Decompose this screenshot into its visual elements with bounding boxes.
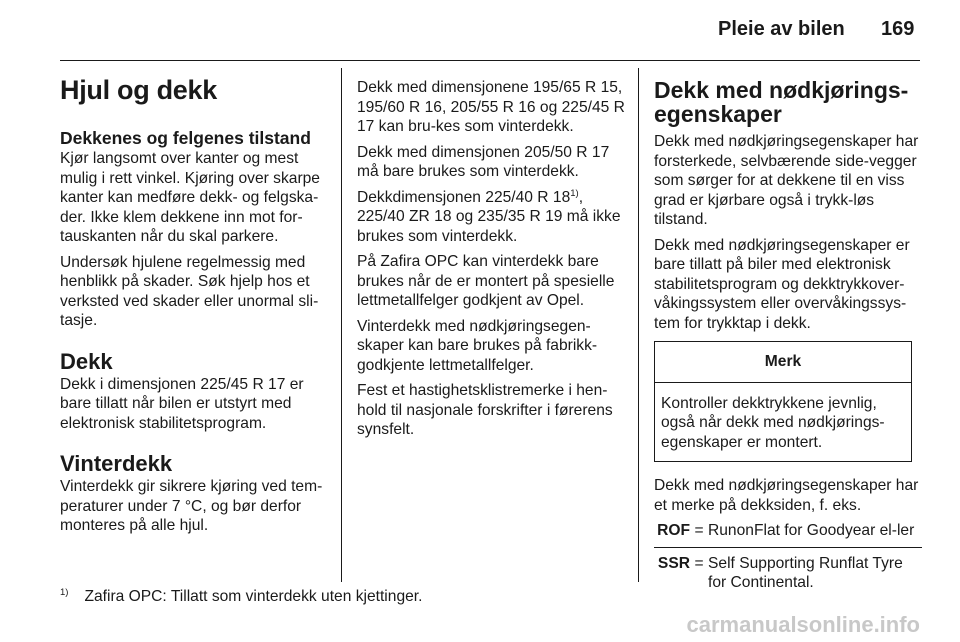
paragraph: Kjør langsomt over kanter og mest mulig i rett vinkel. Kjøring over skarpe kanter kan medføre dekk- og felgska-der. Ikke klem dekkene inn mot for-tauskanten når du skal parkere. <box>60 150 320 245</box>
note-title: Merk <box>655 342 911 383</box>
note-box <box>654 341 912 462</box>
paragraph: Dekk med dimensjonen 205/50 R 17 må bare brukes som vinterdekk. <box>357 143 610 180</box>
page-number: 169 <box>881 18 915 40</box>
column-left <box>60 74 328 542</box>
paragraph: Dekk med dimensjonene 195/65 R 15, 195/60 R 16, 205/55 R 16 og 225/45 R 17 kan bru-kes som vinterdekk. <box>357 79 625 135</box>
paragraph-text: Dekkdimensjonen 225/40 R 18 <box>357 188 571 206</box>
footnote-mark: 1) <box>60 587 69 598</box>
column-right <box>654 78 922 593</box>
section-title-wheels-tyres: Hjul og dekk <box>60 75 217 105</box>
paragraph: Fest et hastighetsklistremerke i hen-hold til nasjonale forskrifter i førerens synsfelt. <box>357 382 613 438</box>
abbreviation-separator: = <box>694 522 704 539</box>
footnote-ref: 1) <box>570 187 579 199</box>
column-divider <box>638 68 639 582</box>
footnote <box>60 588 422 606</box>
abbreviation-divider <box>654 547 922 548</box>
column-divider <box>341 68 342 582</box>
abbreviation-term: SSR <box>657 554 690 572</box>
heading-tyres: Dekk <box>60 348 113 374</box>
column-middle <box>357 78 625 446</box>
paragraph-text: , 225/40 ZR 18 og 235/35 R 19 må ikke brukes som vinterdekk. <box>357 188 621 245</box>
paragraph: Dekk med nødkjøringsegenskaper har forsterkede, selvbærende side-vegger som sørger for at dekkene til en viss grad er kjørbare også i trykk-løs tilstand. <box>654 133 919 228</box>
header-title: Pleie av bilen <box>718 18 845 40</box>
abbreviation-separator: = <box>694 554 704 572</box>
heading-tyre-rim-condition: Dekkenes og felgenes tilstand <box>60 128 311 148</box>
paragraph: På Zafira OPC kan vinterdekk bare brukes når de er montert på spesielle lettmetallfelger godkjent av Opel. <box>357 253 615 309</box>
abbreviation-term: ROF <box>657 522 690 539</box>
footnote-text: Zafira OPC: Tillatt som vinterdekk uten kjettinger. <box>84 588 423 605</box>
paragraph: Dekk i dimensjonen 225/45 R 17 er bare tillatt når bilen er utstyrt med elektronisk stabilitetsprogram. <box>60 375 304 432</box>
heading-runflat-tyres: Dekk med nødkjørings-egenskaper <box>654 77 909 127</box>
note-body: Kontroller dekktrykkene jevnlig, også når dekk med nødkjørings-egenskaper er montert. <box>661 394 885 451</box>
paragraph: Vinterdekk gir sikrere kjøring ved tem-peraturer under 7 °C, og bør derfor monteres på alle hjul. <box>60 478 323 534</box>
header-rule <box>60 60 920 61</box>
paragraph-with-footnote <box>357 188 625 247</box>
abbreviation-definition: Self Supporting Runflat Tyre for Continental. <box>708 554 903 591</box>
paragraph: Dekk med nødkjøringsegenskaper er bare tillatt på biler med elektronisk stabilitetsprogram og dekktrykkover-våkingssystem eller overvåkingssys-tem for trykktap i dekk. <box>654 236 910 332</box>
paragraph: Undersøk hjulene regelmessig med henblikk på skader. Søk hjelp hos et verksted ved skader eller unormal sli-tasje. <box>60 253 319 329</box>
abbreviation-definition: RunonFlat for Goodyear el-ler <box>708 522 915 539</box>
abbreviation-row <box>654 521 922 541</box>
paragraph: Dekk med nødkjøringsegenskaper har et merke på dekksiden, f. eks. <box>654 477 919 514</box>
paragraph: Vinterdekk med nødkjøringsegen-skaper kan bare brukes på fabrikk-godkjente lettmetallfelger. <box>357 317 598 374</box>
abbreviation-row <box>654 554 922 593</box>
watermark: carmanualsonline.info <box>686 612 920 637</box>
heading-winter-tyres: Vinterdekk <box>60 451 173 476</box>
